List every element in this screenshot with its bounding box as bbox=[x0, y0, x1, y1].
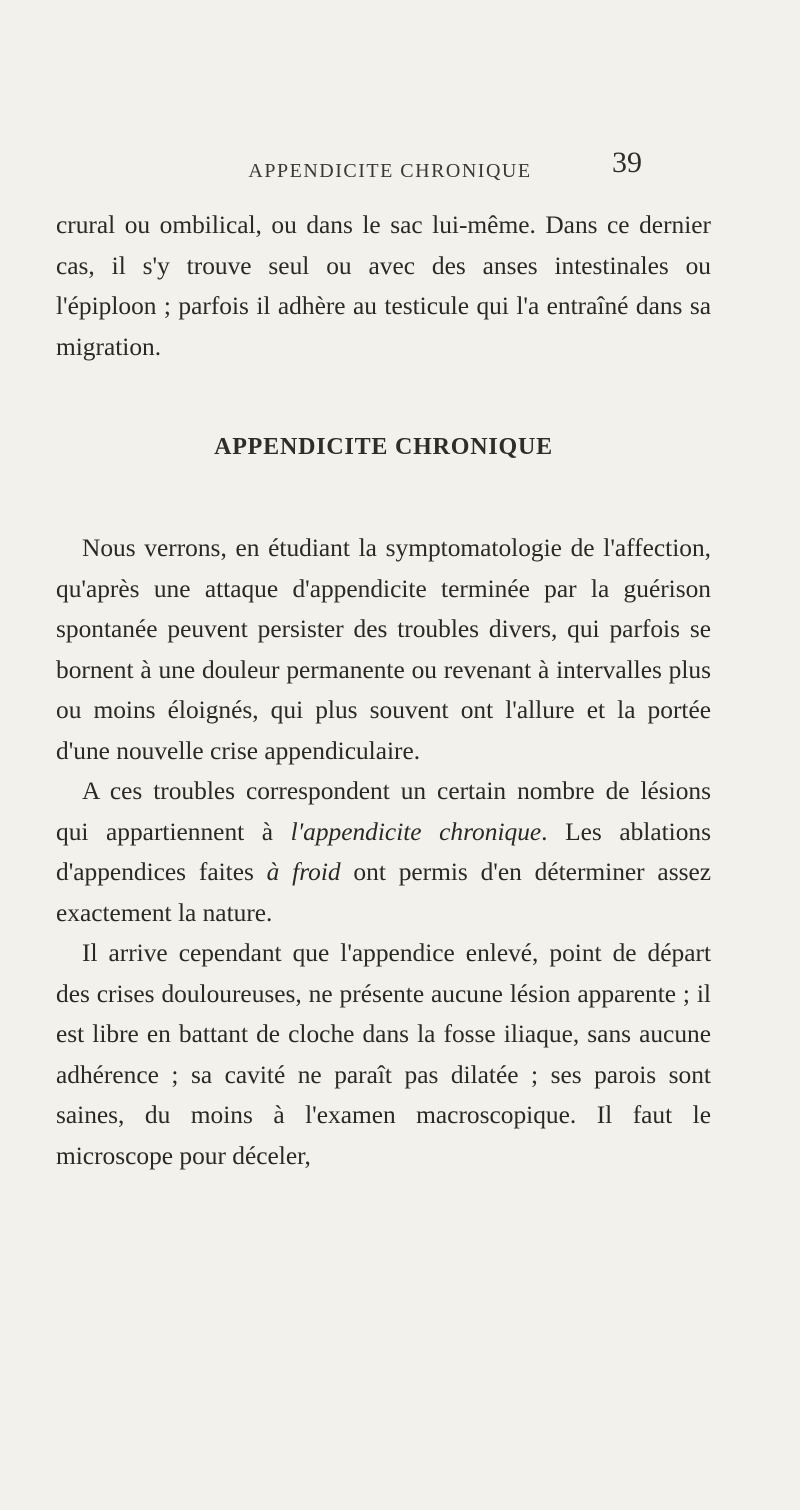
running-head bbox=[0, 140, 800, 190]
italic-term-a-froid: à froid bbox=[266, 858, 341, 886]
body-text bbox=[56, 205, 711, 1176]
paragraph-symptomatologie: Nous verrons, en étudiant la symptomatologie de l'affection, qu'après une attaque d'appendicite terminée par la guérison spontanée peuvent persister des troubles divers, qui parfois se bornent à une douleur permanente ou revenant à intervalles plus ou moins éloignés, qui plus souvent ont l'allure et la portée d'une nouvelle crise appendiculaire. bbox=[56, 534, 711, 765]
paragraph-lesions-text-c: . Les ablations d'appendices faites bbox=[56, 817, 712, 886]
page-number: 39 bbox=[612, 146, 642, 179]
italic-term-appendicite-chronique: l'appendicite chronique bbox=[290, 817, 542, 846]
paragraph-lesions bbox=[56, 771, 711, 933]
paragraph-appendice-enleve: Il arrive cependant que l'appendice enlevé, point de départ des crises douloureuses, ne présente aucune lésion apparente ; il est libre en battant de cloche dans la fosse iliaque, sans aucune adhérence ; sa cavité ne paraît pas dilatée ; ses parois sont saines, du moins à l'examen macroscopique. Il faut le microscope pour déceler, bbox=[56, 939, 711, 1170]
running-title: APPENDICITE CHRONIQUE bbox=[248, 160, 532, 182]
paragraph-lesions-text-e: ont permis d'en déterminer assez exactement la nature. bbox=[56, 858, 712, 927]
paragraph-lesions-text-a: A ces troubles correspondent un certain nombre de lésions qui appartiennent à bbox=[56, 777, 711, 846]
paragraph-continued: crural ou ombilical, ou dans le sac lui-même. Dans ce dernier cas, il s'y trouve seul ou avec des anses intestinales ou l'épiploon ; parfois il adhère au testicule qui l'a entraîné dans sa migration. bbox=[56, 211, 711, 361]
section-heading: APPENDICITE CHRONIQUE bbox=[214, 434, 553, 460]
